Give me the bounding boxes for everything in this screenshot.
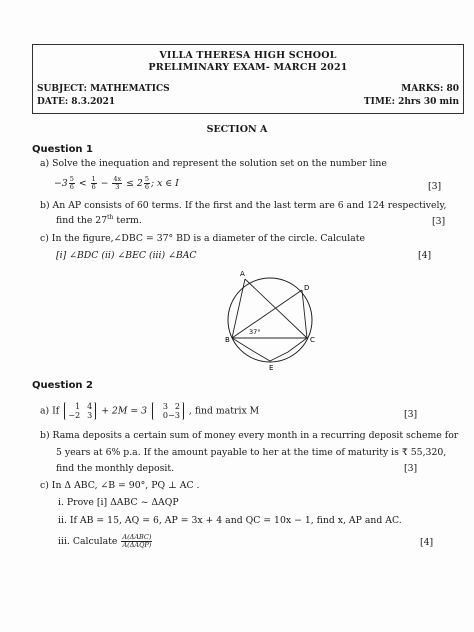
section-title: SECTION A xyxy=(206,124,268,135)
label-a: A xyxy=(240,270,245,278)
q2b-text-3: find the monthly deposit. xyxy=(56,463,175,474)
matrix-1: 1 4 −2 3 xyxy=(64,402,96,420)
label-c: C xyxy=(310,336,315,344)
angle-label: 37° xyxy=(249,328,261,336)
q2b-marks: [3] xyxy=(404,463,418,474)
chord-ab xyxy=(232,279,245,338)
exam-title: PRELIMINARY EXAM- MARCH 2021 xyxy=(148,62,348,73)
chord-dc xyxy=(302,290,307,338)
q2c-marks: [4] xyxy=(420,537,434,548)
marks-label: MARKS: 80 xyxy=(401,84,459,94)
q1a-marks: [3] xyxy=(428,181,442,192)
label-d: D xyxy=(304,284,310,292)
q1b-marks: [3] xyxy=(432,216,446,227)
subject-label: SUBJECT: MATHEMATICS xyxy=(37,84,170,94)
school-name: VILLA THERESA HIGH SCHOOL xyxy=(159,50,337,61)
q1b-text: b) An AP consists of 60 terms. If the first and the last term are 6 and 124 respectively, xyxy=(40,200,447,211)
q1a-inequation: −3 $\frac{5}{6}$ < $\frac{1}{6}$ − $\frac{4x}{3}$ ≤ 2 $\frac{5}{6}$ ; x ∈ I xyxy=(54,175,179,191)
header-box xyxy=(32,44,464,114)
time-label: TIME: 2hrs 30 min xyxy=(363,97,459,107)
circle-outline xyxy=(228,278,312,362)
date-label: DATE: 8.3.2021 xyxy=(37,97,116,107)
chords-be-ec xyxy=(232,338,307,361)
circle-figure xyxy=(225,268,325,374)
question-1-title: Question 1 xyxy=(32,144,93,155)
matrix-2: 3 2 0−3 xyxy=(152,402,184,420)
q1c-text: c) In the figure,∠DBC = 37° BD is a diameter of the circle. Calculate xyxy=(40,233,365,244)
q2c-text: c) In Δ ABC, ∠B = 90°, PQ ⊥ AC . xyxy=(40,480,200,491)
q1a-text: a) Solve the inequation and represent the solution set on the number line xyxy=(40,158,387,169)
label-e: E xyxy=(269,364,274,372)
q2a-marks: [3] xyxy=(404,409,418,420)
q2c-iii: iii. Calculate $\frac{\text{A(ΔABC)}}{\text{A(ΔAQP)}}$ xyxy=(58,533,152,549)
question-2-title: Question 2 xyxy=(32,380,93,391)
q2c-ii: ii. If AB = 15, AQ = 6, AP = 3x + 4 and QC = 10x − 1, find x, AP and AC. xyxy=(58,515,402,526)
q1a-math-tail: ; x ∈ I xyxy=(150,178,179,189)
diameter-bd xyxy=(232,290,302,338)
q1c-parts: [i] ∠BDC (ii) ∠BEC (iii) ∠BAC xyxy=(56,250,197,261)
q2b-text-2: 5 years at 6% p.a. If the amount payable to her at the time of maturity is ₹ 55,320, xyxy=(56,447,447,458)
q2b-text-1: b) Rama deposits a certain sum of money every month in a recurring deposit scheme for xyxy=(40,430,459,441)
q1b-text-2: find the 27th term. xyxy=(56,214,142,227)
q1c-marks: [4] xyxy=(418,250,432,261)
label-b: B xyxy=(225,336,230,344)
q2a-text: a) If 1 4 −2 3 + 2M = 3 3 2 0−3 , find matrix M xyxy=(40,402,260,420)
q2c-i: i. Prove [i] ΔABC ~ ΔAQP xyxy=(58,497,179,508)
